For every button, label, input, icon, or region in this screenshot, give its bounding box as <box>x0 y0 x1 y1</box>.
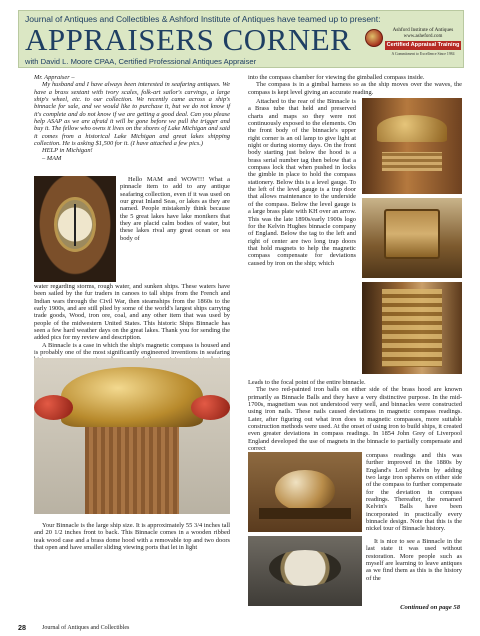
binnacle-ball-right <box>191 395 230 420</box>
binnacle-hood <box>61 367 202 426</box>
serial-tag <box>382 152 442 171</box>
brass-dome <box>377 115 447 142</box>
answer-paragraph-7-cont: compass readings and this was further improved in the 1880s by England's Lord Kelvin by adding two large iron spheres on either side of the compass to further compensate for the deviation in compass readings. Thereafter, the renamed Kelvin's Balls have been incorporated in practically every binnacle design. Note that this is the nickel tour of Binnacle history. <box>366 452 462 533</box>
page-footer <box>18 623 464 633</box>
letter-salutation: Mr. Appraiser – <box>34 74 75 81</box>
page-number: 28 <box>18 623 26 632</box>
binnacle-photo <box>34 358 230 514</box>
answer-paragraph-6-cont: Leads to the focal point of the entire binnacle. <box>248 379 366 386</box>
letter-help: HELP in Michigan! <box>42 147 93 155</box>
publication-name: Journal of Antiques and Collectibles <box>42 625 130 631</box>
answer-paragraph-5: The compass is in a gimbal harness so as the ship moves over the waves, the compass is kept level giving an accurate reading. <box>248 81 462 96</box>
answer-paragraph-8: It is nice to see a Binnacle in the last state it was used without restoration. More people such as myself are learning to leave antiques as we find them as this is the history of the <box>366 538 462 582</box>
answer-paragraph-4: into the compass chamber for viewing the gimballed compass inside. <box>248 74 425 81</box>
badge-url: www.asheford.com <box>403 34 443 39</box>
institute-seal-icon <box>365 29 383 47</box>
letter-sign: – MAM <box>42 154 62 162</box>
answer-paragraph-1: Hello MAM and WOW!!! What a pinnacle item to add to any antique seafaring collection, even if it was used on our great Inland Seas, or lakes as they are named. People mistakenly think because the 5 great lakes have lake monikers that they are placid calm bodies of water, but these lakes rival any great ocean or sea body of <box>120 176 230 242</box>
compass-needle <box>74 204 76 246</box>
letter-body: My husband and I have always been interested in seafaring antiques. We have a brass sextant with ivory scales, folk-art sailor's carvings, a large ship's wheel, etc. to our collection. We recently came across a ship's binnacle for sale, and we would like to purchase it, but we do not know if it's complete and do not know if we are getting a good deal. Can you please help ASAP as we are afraid it will be gone before we pull the trigger and buy it. The fellow who owns it lives on the shores of Lake Michigan and said it comes from a historical Lake Michigan and great lakes shipping collection. He is asking $1,500 for it. (I have attached a few pics.) <box>34 81 230 148</box>
answer-right-mid <box>248 379 462 452</box>
binnacle-stand <box>85 427 179 514</box>
brass-plate <box>382 289 442 366</box>
compass-photo <box>34 176 116 282</box>
column-header-banner <box>18 10 464 68</box>
binnacle-detail-photo-3 <box>362 282 462 374</box>
answer-intro-narrow <box>120 176 230 242</box>
kelvin-sphere <box>275 470 334 512</box>
answer-right-narrow-bottom <box>366 452 462 533</box>
answer-paragraph-1-cont: water regarding storms, rough water, and sunken ships. These waters have been sailed by the fur traders in canoes to tall ships from the French and Indian wars through the Civil War, then steamships from the 1860s to the early 1900s, and are still plied by some of the world's largest ships carrying trade goods, Wood, iron ore, coal, and any other item that was used by people of the midwestern United States. This historic Ships Binnacle has seen a few hard weather days on the great lakes. Thank you for sending the added pics for my review and description. <box>34 283 230 342</box>
answer-paragraph-6: Attached to the rear of the Binnacle is a Brass tube that held and preserved charts and maps so they were not continuously exposed to the elements. On the front body of the binnacle's upper right corner is an oil lamp to give light at night or during stormy days. On the front body starting just below the hood is a brass serial number tag then below that a compass lock that when pushed in locks the gimble in place to hold the compass stationery. Below this is a level gauge. To the left of the level gauge is a trap door that allows maintenance to the underside of the compass. Below the level gauge is a large brass plate with KH over an arrow. This was the late 1890s/early 1900s logo for the Kelvin Hughes binnacle company of England. Below the tag to the left and right of center are two long trap doors that hold magnets to help the magnetic compass compensate for deviations caused by iron on the ship; which <box>248 98 356 267</box>
answer-right-end <box>366 538 462 582</box>
badge-institute-name: Ashford Institute of Antiques <box>392 27 454 33</box>
answer-paragraph-3: Your Binnacle is the large ship size. It is approximately 55 3/4 inches tall and 20 1/2 inches front to back. This Binnacle comes in a wooden ribbed teak wood case and a brass dome hood with a removable top and two doors that open and have smaller sliding viewing ports that let in light <box>34 522 230 552</box>
ashford-institute-badge <box>365 27 461 67</box>
answer-left-bottom <box>34 522 230 551</box>
sphere-base <box>259 508 350 519</box>
kelvin-ball-photo <box>248 452 362 532</box>
binnacle-detail-photo-1 <box>362 98 462 194</box>
answer-right-narrow <box>248 98 356 267</box>
column-title: APPRAISERS CORNER <box>25 22 352 57</box>
column-byline: with David L. Moore CPAA, Certified Professional Antiques Appraiser <box>25 57 257 66</box>
continued-notice: Continued on page 58 <box>400 604 460 611</box>
answer-paragraph-2: A Binnacle is a case in which the ship's magnetic compass is housed and is probably one of the most significantly engineered inventions in seafaring <box>34 341 230 357</box>
answer-paragraph-7: The two red-painted iron balls on either side of the brass hood are known primarily as Binnacle Balls and they have a very distinctive purpose. In the mid-1700s, magnetism was not understood very well, and binnacles were constructed using iron nails. These nails caused deviations in magnetic compass readings. Later, after figuring out what iron does to magnetic compasses, more suitable construction methods were used. At the onset of using iron to build ships, it created even greater deviations in compass readings. In 1854 John Grey of Liverpool England developed the use of magnets in the binnacle to partially compensate and correct <box>248 386 462 453</box>
reader-letter <box>34 74 230 162</box>
trap-door <box>384 209 440 259</box>
badge-certified-label: Certified Appraisal Training <box>386 42 460 48</box>
badge-tagline: A Commitment to Excellence Since 1984 <box>391 52 455 56</box>
binnacle-detail-photo-2 <box>362 198 462 278</box>
header-topline: Journal of Antiques and Collectibles & Ashford Institute of Antiques have teamed up to present: <box>25 14 381 24</box>
compass-gauge-photo <box>248 536 362 606</box>
answer-right-top <box>248 74 462 96</box>
level-gauge <box>269 550 342 586</box>
